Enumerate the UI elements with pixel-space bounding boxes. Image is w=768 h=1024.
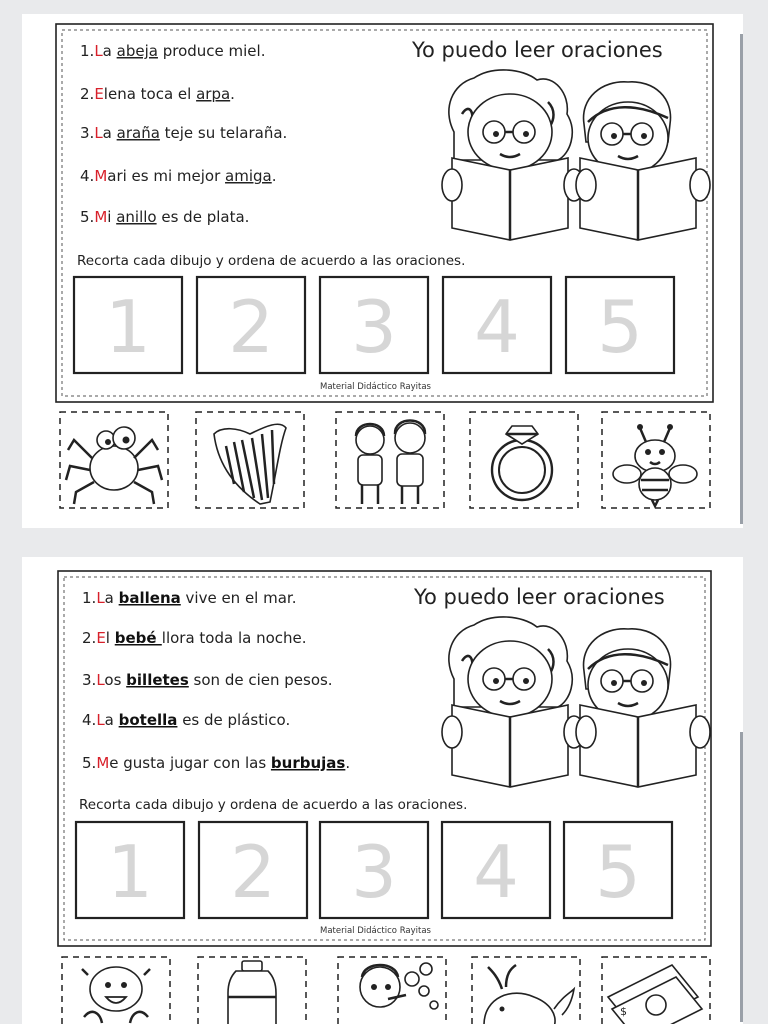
cutout-card-1[interactable] [60,412,168,508]
credit-text: Material Didáctico Rayitas [320,926,431,936]
cutout-card-4[interactable] [472,957,580,1024]
svg-text:3: 3 [351,830,397,914]
svg-text:$: $ [620,1005,627,1018]
worksheet-page-2 [22,557,743,1024]
bubbles-icon [360,963,438,1009]
credit-text: Material Didáctico Rayitas [320,382,431,392]
worksheet-title: Yo puedo leer oraciones [414,585,665,609]
baby-icon [82,967,150,1023]
sentence-3: 3.Los billetes son de cien pesos. [82,671,333,689]
svg-text:3: 3 [351,285,397,369]
answer-boxes [76,822,672,918]
answer-box-5[interactable] [564,822,672,918]
whale-icon [484,965,574,1024]
bottle-icon [228,961,276,1024]
sentence-1: 1.La abeja produce miel. [80,42,266,60]
answer-box-2[interactable] [197,277,305,373]
worksheet-2 [22,557,743,1024]
answer-box-3[interactable] [320,277,428,373]
svg-text:2: 2 [228,285,274,369]
sentence-list [82,589,350,772]
sentence-5: 5.Mi anillo es de plata. [80,208,250,226]
reading-children-illustration [442,617,710,787]
svg-text:5: 5 [597,285,643,369]
sentence-list [80,42,287,226]
cutout-card-2[interactable] [198,957,306,1024]
bee-icon [613,424,697,506]
sentence-4: 4.La botella es de plástico. [82,711,291,729]
answer-box-3[interactable] [320,822,428,918]
friends-icon [356,421,425,505]
reading-children-illustration [442,70,710,240]
answer-boxes [74,277,674,373]
ring-icon [492,426,552,500]
svg-text:1: 1 [107,830,153,914]
svg-text:1: 1 [105,285,151,369]
spider-icon [66,427,162,504]
harp-icon [214,424,286,504]
sentence-1: 1.La ballena vive en el mar. [82,589,297,607]
money-icon [608,965,702,1024]
cutout-pictures [60,412,710,508]
cutout-card-4[interactable] [470,412,578,508]
instruction-text: Recorta cada dibujo y ordena de acuerdo a las oraciones. [77,253,466,269]
cutout-card-1[interactable] [62,957,170,1024]
sentence-5: 5.Me gusta jugar con las burbujas. [82,754,351,772]
sentence-2: 2.El bebé llora toda la noche. [82,629,307,647]
cutout-card-5[interactable] [602,412,710,508]
svg-text:4: 4 [473,830,519,914]
answer-box-2[interactable] [199,822,307,918]
cutout-card-3[interactable] [336,412,444,508]
cutout-card-2[interactable] [196,412,304,508]
svg-text:5: 5 [595,830,641,914]
sentence-3: 3.La araña teje su telaraña. [80,124,288,142]
cutout-card-3[interactable] [338,957,446,1024]
answer-box-1[interactable] [74,277,182,373]
worksheet-1 [22,14,743,528]
svg-text:2: 2 [230,830,276,914]
cutout-pictures [62,957,710,1024]
answer-box-5[interactable] [566,277,674,373]
instruction-text: Recorta cada dibujo y ordena de acuerdo a las oraciones. [79,797,468,813]
cutout-card-5[interactable] [602,957,710,1024]
answer-box-4[interactable] [442,822,550,918]
answer-box-1[interactable] [76,822,184,918]
sentence-2: 2.Elena toca el arpa. [80,85,235,103]
worksheet-title: Yo puedo leer oraciones [412,38,663,62]
answer-box-4[interactable] [443,277,551,373]
worksheet-page-1 [22,14,743,528]
svg-text:4: 4 [474,285,520,369]
sentence-4: 4.Mari es mi mejor amiga. [80,167,277,185]
